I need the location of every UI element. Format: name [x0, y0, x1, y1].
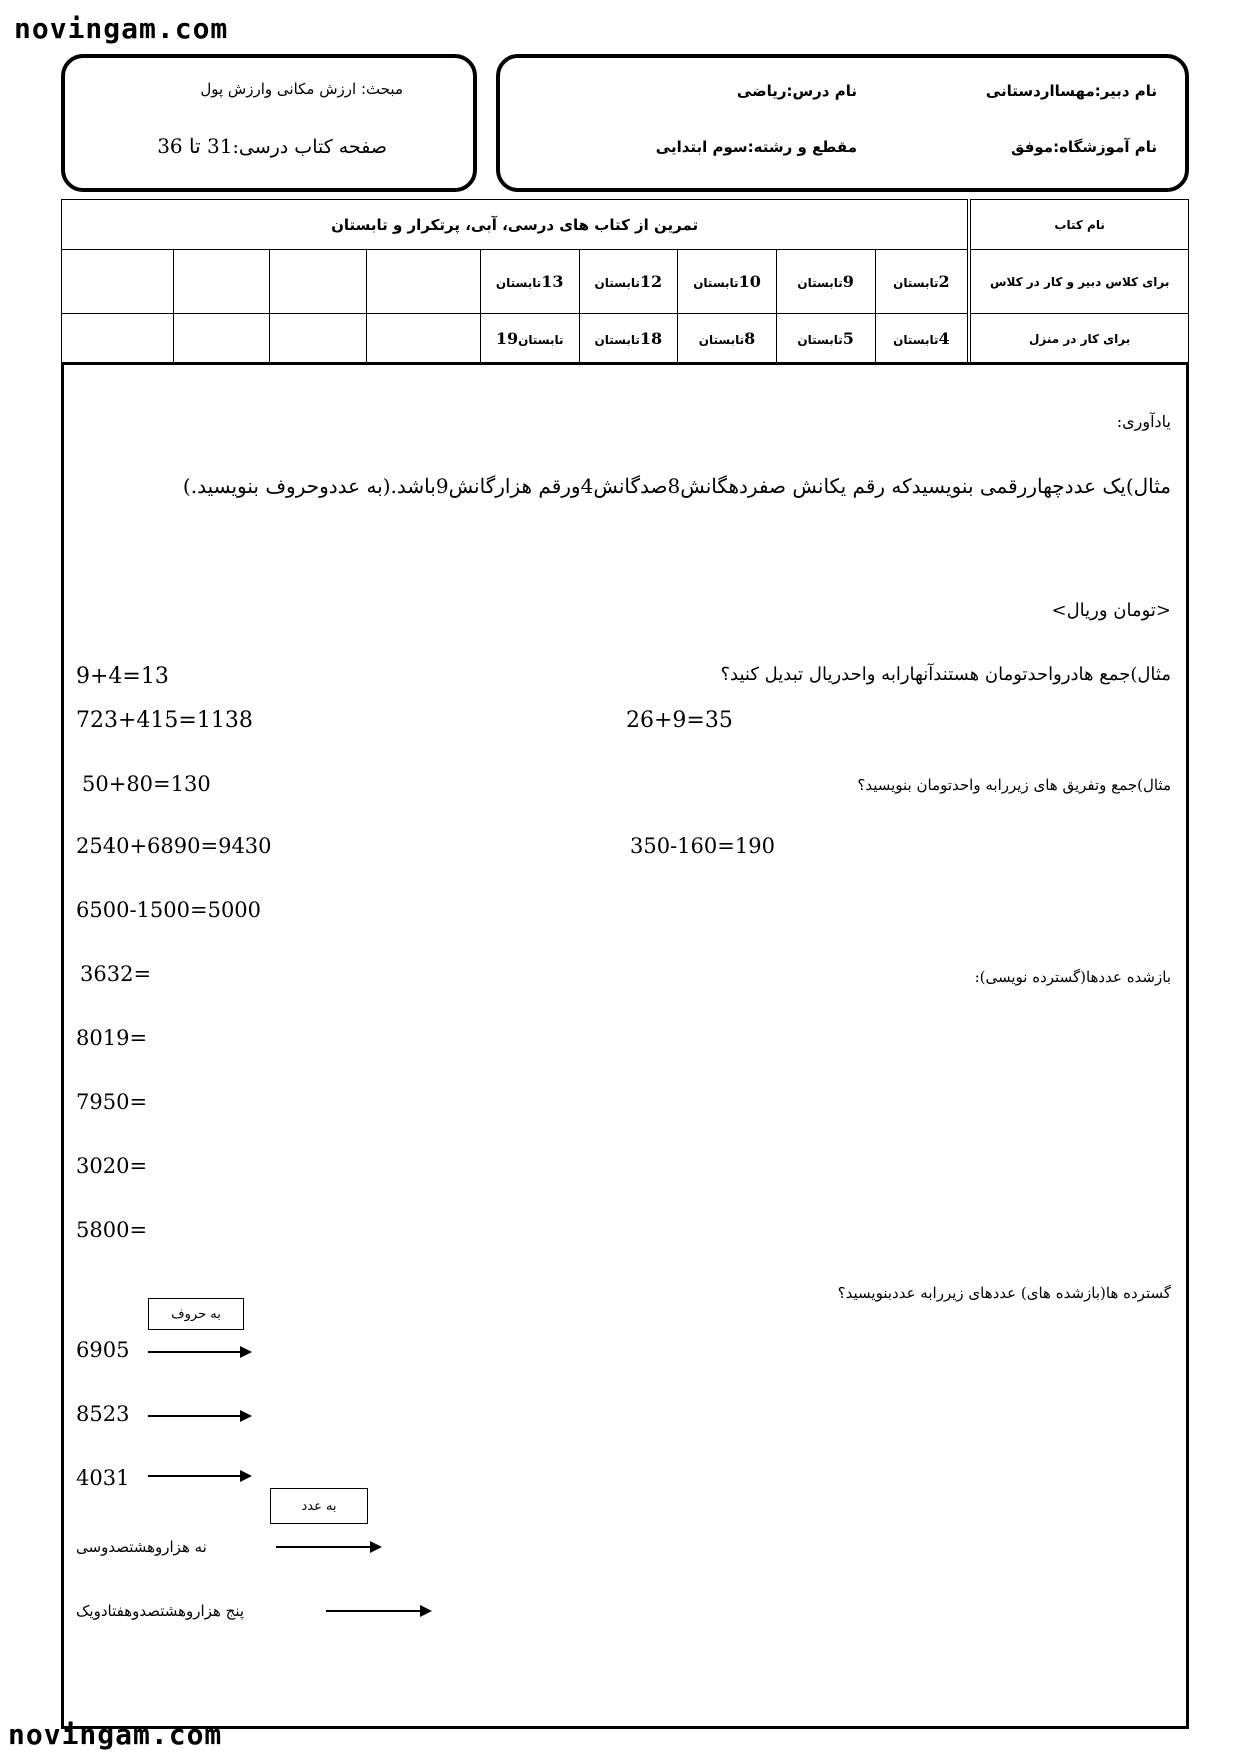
arrow-icon — [148, 1415, 250, 1417]
class-cell: 13تابستان — [480, 250, 579, 314]
home-cell: 18تابستان — [579, 314, 678, 364]
to-number-box: به عدد — [270, 1488, 368, 1524]
watermark-top: novingam.com — [14, 12, 229, 45]
expanded-form-title: بازشده عددها(گسترده نویسی): — [974, 968, 1171, 986]
to-words-box: به حروف — [148, 1298, 244, 1330]
subject-name: نام درس:ریاضی — [736, 82, 857, 100]
expand-item: 7950= — [76, 1090, 148, 1114]
home-cell: 8تابستان — [678, 314, 777, 364]
exercise-table — [61, 199, 1189, 364]
topic-label: مبحث: ارزش مکانی وارزش پول — [200, 80, 403, 98]
class-cell: 2تابستان — [875, 250, 969, 314]
table-header-row — [62, 200, 1189, 250]
teacher-box — [496, 54, 1189, 192]
empty-cell — [62, 250, 174, 314]
empty-cell — [173, 250, 269, 314]
grade-field: مقطع و رشته:سوم ابتدایی — [655, 138, 857, 156]
teacher-name: نام دبیر:مهسااردستانی — [985, 82, 1157, 100]
words-item: نه هزاروهشتصدوسی — [76, 1538, 207, 1556]
home-row — [62, 314, 1189, 364]
compact-form-title: گسترده ها(بازشده های) عددهای زیررابه عددبنویسید؟ — [837, 1284, 1171, 1302]
home-row-label: برای کار در منزل — [969, 314, 1188, 364]
example-four-digit: مثال)یک عددچهاررقمی بنویسیدکه رقم یکانش صفردهگانش8صدگانش4ورقم هزارگانش9باشد.(به عددوحروف بنویسید.) — [182, 474, 1171, 498]
topic-box — [61, 54, 477, 192]
watermark-bottom: novingam.com — [8, 1718, 223, 1751]
empty-cell — [366, 314, 480, 364]
equation: 50+80=130 — [82, 772, 211, 796]
expand-item: 3020= — [76, 1154, 148, 1178]
words-item: پنج هزاروهشتصدوهفتادویک — [76, 1602, 245, 1620]
expand-item: 8019= — [76, 1026, 148, 1050]
empty-cell — [270, 314, 366, 364]
arrow-icon — [276, 1546, 380, 1548]
class-row — [62, 250, 1189, 314]
toman-rial-heading: <تومان وریال> — [1051, 600, 1171, 621]
empty-cell — [173, 314, 269, 364]
example-toman-to-rial: مثال)جمع هادرواحدتومان هستندآنهارابه واحدریال تبدیل کنید؟ — [720, 664, 1171, 685]
equation: 350-160=190 — [630, 834, 775, 858]
textbook-pages — [157, 134, 387, 158]
class-cell: 9تابستان — [776, 250, 875, 314]
number-item: 6905 — [76, 1338, 130, 1362]
exercise-title: تمرین از کتاب های درسی، آبی، پرتکرار و تابستان — [62, 200, 970, 250]
school-name: نام آموزشگاه:موفق — [1011, 138, 1157, 156]
equation: 26+9=35 — [626, 708, 733, 733]
class-cell: 12تابستان — [579, 250, 678, 314]
book-label: نام کتاب — [969, 200, 1188, 250]
arrow-icon — [326, 1610, 430, 1612]
empty-cell — [270, 250, 366, 314]
expand-item: 3632= — [80, 962, 152, 986]
arrow-icon — [148, 1475, 250, 1477]
reminder-label: یادآوری: — [1116, 412, 1171, 431]
arrow-icon — [148, 1351, 250, 1353]
pages-range: 31 تا 36 — [157, 134, 233, 158]
home-cell: 5تابستان — [776, 314, 875, 364]
number-item: 4031 — [76, 1466, 130, 1490]
equation: 9+4=13 — [76, 664, 169, 689]
empty-cell — [366, 250, 480, 314]
expand-item: 5800= — [76, 1218, 148, 1242]
example-add-subtract: مثال)جمع وتفریق های زیررابه واحدتومان بنویسید؟ — [857, 776, 1171, 794]
equation: 723+415=1138 — [76, 708, 253, 733]
home-cell: 4تابستان — [875, 314, 969, 364]
empty-cell — [62, 314, 174, 364]
pages-prefix: صفحه کتاب درسی: — [232, 136, 387, 158]
equation: 2540+6890=9430 — [76, 834, 272, 858]
equation: 6500-1500=5000 — [76, 898, 262, 922]
class-cell: 10تابستان — [678, 250, 777, 314]
class-row-label: برای کلاس دبیر و کار در کلاس — [969, 250, 1188, 314]
home-cell: تابستان19 — [480, 314, 579, 364]
worksheet-frame — [61, 362, 1189, 1729]
number-item: 8523 — [76, 1402, 130, 1426]
